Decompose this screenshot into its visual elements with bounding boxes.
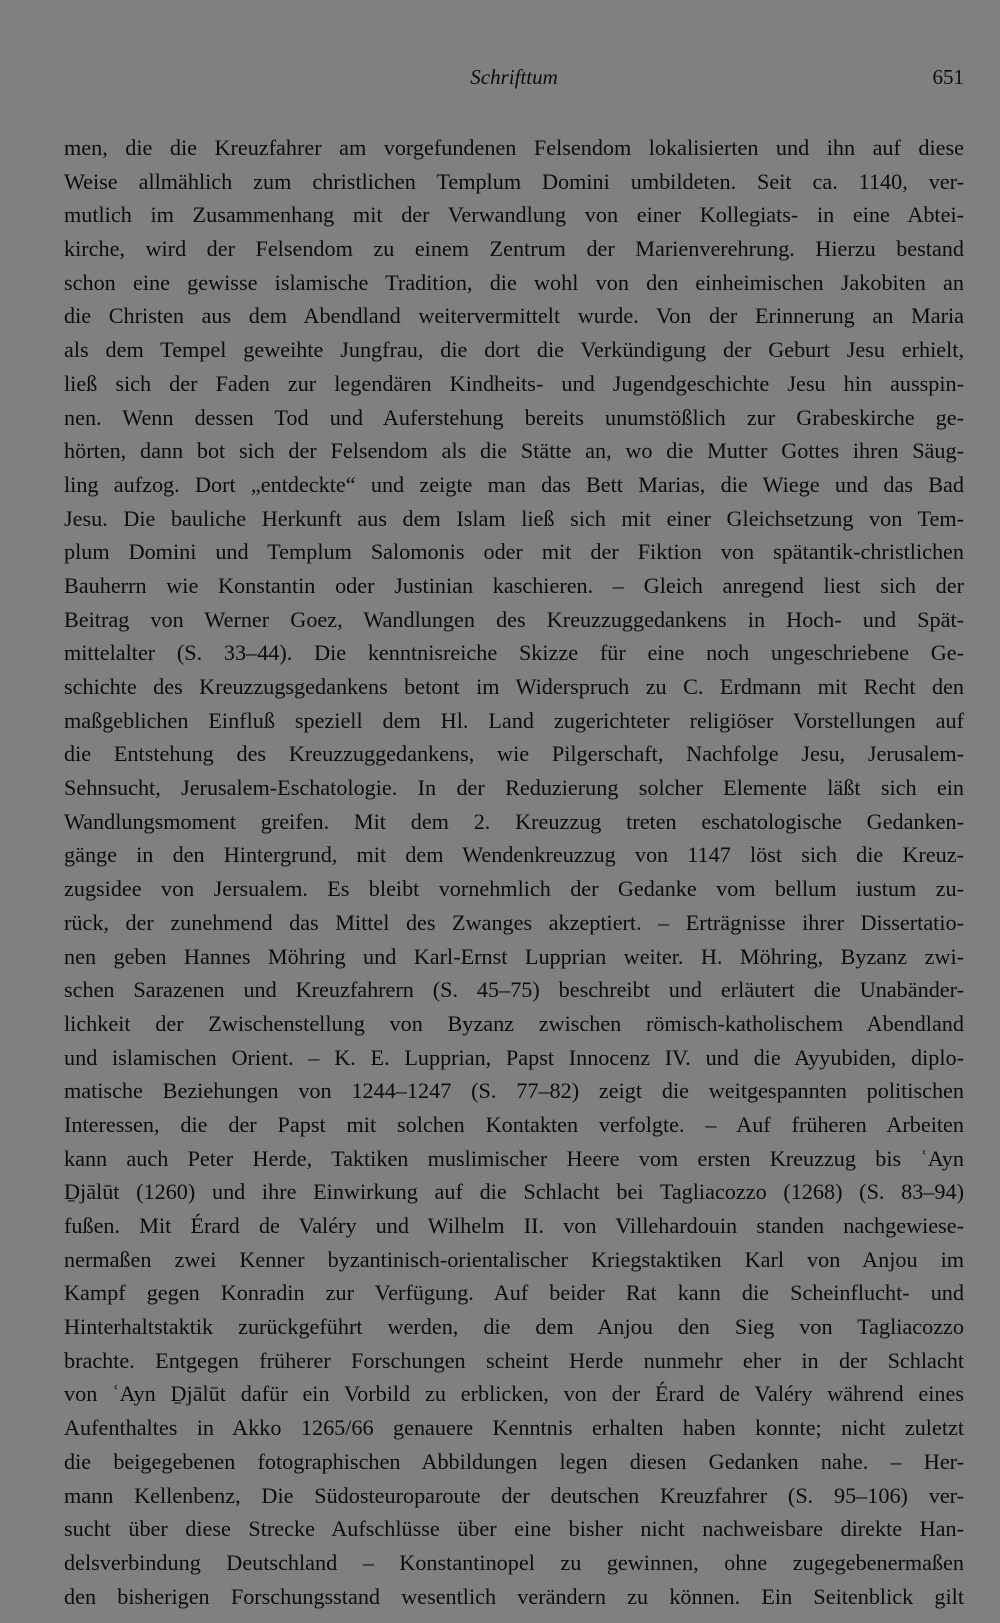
- page-number: 651: [932, 65, 964, 89]
- text-line: nen. Wenn dessen Tod und Auferstehung bereits unumstößlich zur Grabeskirche ge-: [64, 404, 964, 430]
- text-line: men, die die Kreuzfahrer am vorgefundenen Felsendom lokalisierten und ihn auf diese: [64, 135, 964, 160]
- text-line: mittelalter (S. 33–44). Die kenntnisreiche Skizze für eine noch ungeschriebene Ge-: [64, 640, 964, 666]
- text-line: die Christen aus dem Abendland weitervermittelt wurde. Von der Erinnerung an Maria: [64, 303, 964, 329]
- text-line: Jesu. Die bauliche Herkunft aus dem Islam ließ sich mit einer Gleichsetzung von Tem-: [64, 505, 964, 531]
- text-line: von ʿAyn Ḏjālūt dafür ein Vorbild zu erblicken, von der Érard de Valéry während eines: [64, 1381, 964, 1407]
- body-text: [64, 131, 964, 1613]
- text-line: mann Kellenbenz, Die Südosteuroparoute der deutschen Kreuzfahrer (S. 95–106) ver-: [64, 1482, 964, 1508]
- text-line: gänge in den Hintergrund, mit dem Wendenkreuzzug von 1147 löst sich die Kreuz-: [64, 842, 964, 868]
- text-line: als dem Tempel geweihte Jungfrau, die dort die Verkündigung der Geburt Jesu erhielt,: [64, 337, 964, 363]
- text-line: die Entstehung des Kreuzzuggedankens, wie Pilgerschaft, Nachfolge Jesu, Jerusalem-: [64, 741, 964, 767]
- text-line: hörten, dann bot sich der Felsendom als die Stätte an, wo die Mutter Gottes ihren Säug-: [64, 438, 964, 464]
- text-line: nen geben Hannes Möhring und Karl-Ernst Lupprian weiter. H. Möhring, Byzanz zwi-: [64, 943, 964, 969]
- text-line: schon eine gewisse islamische Tradition, die wohl von den einheimischen Jakobiten an: [64, 269, 964, 295]
- text-line: Weise allmählich zum christlichen Templum Domini umbildeten. Seit ca. 1140, ver-: [64, 168, 964, 194]
- text-line: delsverbindung Deutschland – Konstantinopel zu gewinnen, ohne zugegebenermaßen: [64, 1549, 964, 1575]
- text-line: und islamischen Orient. – K. E. Lupprian, Papst Innocenz IV. und die Ayyubiden, diplo-: [64, 1044, 964, 1070]
- text-line: rück, der zunehmend das Mittel des Zwanges akzeptiert. – Erträgnisse ihrer Dissertatio-: [64, 909, 964, 935]
- text-line: kirche, wird der Felsendom zu einem Zentrum der Marienverehrung. Hierzu bestand: [64, 236, 964, 262]
- text-line: kann auch Peter Herde, Taktiken muslimischer Heere vom ersten Kreuzzug bis ʿAyn: [64, 1145, 964, 1171]
- text-line: den bisherigen Forschungsstand wesentlich verändern zu können. Ein Seitenblick gilt: [64, 1583, 964, 1609]
- text-line: matische Beziehungen von 1244–1247 (S. 77–82) zeigt die weitgespannten politischen: [64, 1078, 964, 1104]
- text-line: lichkeit der Zwischenstellung von Byzanz zwischen römisch-katholischem Abendland: [64, 1010, 964, 1036]
- text-line: schen Sarazenen und Kreuzfahrern (S. 45–75) beschreibt und erläutert die Unabänder-: [64, 977, 964, 1003]
- text-line: maßgeblichen Einfluß speziell dem Hl. Land zugerichteter religiöser Vorstellungen auf: [64, 707, 964, 733]
- text-line: brachte. Entgegen früherer Forschungen scheint Herde nunmehr eher in der Schlacht: [64, 1347, 964, 1373]
- text-line: Beitrag von Werner Goez, Wandlungen des Kreuzzuggedankens in Hoch- und Spät-: [64, 606, 964, 632]
- text-line: Ḏjālūt (1260) und ihre Einwirkung auf die Schlacht bei Tagliacozzo (1268) (S. 83–94): [64, 1179, 964, 1205]
- text-line: schichte des Kreuzzugsgedankens betont im Widerspruch zu C. Erdmann mit Recht den: [64, 674, 964, 699]
- text-line: Aufenthaltes in Akko 1265/66 genauere Kenntnis erhalten haben konnte; nicht zuletzt: [64, 1415, 964, 1441]
- text-line: Kampf gegen Konradin zur Verfügung. Auf beider Rat kann die Scheinflucht- und: [64, 1280, 964, 1306]
- text-line: die beigegebenen fotographischen Abbildungen legen diesen Gedanken nahe. – Her-: [64, 1448, 964, 1474]
- text-line: ließ sich der Faden zur legendären Kindheits- und Jugendgeschichte Jesu hin ausspin-: [64, 370, 964, 396]
- text-line: Interessen, die der Papst mit solchen Kontakten verfolgte. – Auf früheren Arbeiten: [64, 1111, 964, 1137]
- text-line: Wandlungsmoment greifen. Mit dem 2. Kreuzzug treten eschatologische Gedanken-: [64, 808, 964, 834]
- text-line: Hinterhaltstaktik zurückgeführt werden, die dem Anjou den Sieg von Tagliacozzo: [64, 1314, 964, 1340]
- running-title: Schrifttum: [470, 65, 558, 89]
- running-header: [64, 62, 964, 98]
- text-line: zugsidee von Jersualem. Es bleibt vornehmlich der Gedanke vom bellum iustum zu-: [64, 876, 964, 902]
- text-line: Bauherrn wie Konstantin oder Justinian kaschieren. – Gleich anregend liest sich der: [64, 572, 964, 598]
- text-line: sucht über diese Strecke Aufschlüsse über eine bisher nicht nachweisbare direkte Han-: [64, 1516, 964, 1542]
- text-line: Sehnsucht, Jerusalem-Eschatologie. In der Reduzierung solcher Elemente läßt sich ein: [64, 775, 964, 801]
- text-line: ling aufzog. Dort „entdeckte“ und zeigte man das Bett Marias, die Wiege und das Bad: [64, 471, 964, 497]
- text-line: fußen. Mit Érard de Valéry und Wilhelm II. von Villehardouin standen nachgewiese-: [64, 1213, 964, 1238]
- text-line: mutlich im Zusammenhang mit der Verwandlung von einer Kollegiats- in eine Abtei-: [64, 202, 964, 228]
- text-line: nermaßen zwei Kenner byzantinisch-orientalischer Kriegstaktiken Karl von Anjou im: [64, 1246, 964, 1272]
- text-line: plum Domini und Templum Salomonis oder mit der Fiktion von spätantik-christlichen: [64, 539, 964, 565]
